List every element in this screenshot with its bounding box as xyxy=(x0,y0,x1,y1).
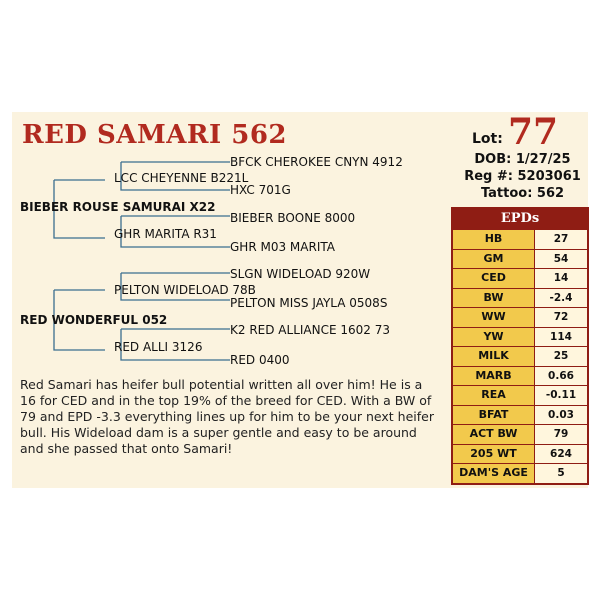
tattoo: Tattoo: 562 xyxy=(480,186,565,201)
epd-row xyxy=(453,250,587,269)
epd-trait: ACT BW xyxy=(453,425,535,444)
epd-row xyxy=(453,406,587,425)
pedigree-sire: BIEBER ROUSE SAMURAI X22 xyxy=(20,200,216,214)
epd-row xyxy=(453,464,587,483)
epd-trait: BFAT xyxy=(453,406,535,425)
dob: DOB: 1/27/25 xyxy=(474,152,571,167)
epd-value: -2.4 xyxy=(535,289,587,308)
epd-table xyxy=(451,207,589,485)
epd-trait: REA xyxy=(453,386,535,405)
epd-value: 14 xyxy=(535,269,587,288)
epd-value: 27 xyxy=(535,230,587,249)
pedigree-dam-dam: RED ALLI 3126 xyxy=(114,340,203,354)
pedigree-dam-dam-sire: K2 RED ALLIANCE 1602 73 xyxy=(230,323,390,337)
epd-row xyxy=(453,347,587,366)
epd-trait: DAM'S AGE xyxy=(453,464,535,483)
lot-label: Lot: xyxy=(472,131,503,147)
epd-row xyxy=(453,386,587,405)
epd-value: 624 xyxy=(535,445,587,464)
registration-number: Reg #: 5203061 xyxy=(464,169,581,184)
epd-value: 5 xyxy=(535,464,587,483)
epd-trait: 205 WT xyxy=(453,445,535,464)
epd-row xyxy=(453,445,587,464)
pedigree-sire-sire-sire: BFCK CHEROKEE CNYN 4912 xyxy=(230,155,403,169)
epd-value: 0.03 xyxy=(535,406,587,425)
pedigree-dam: RED WONDERFUL 052 xyxy=(20,313,168,327)
pedigree-dam-dam-dam: RED 0400 xyxy=(230,353,290,367)
pedigree-sire-dam-sire: BIEBER BOONE 8000 xyxy=(230,211,356,225)
epd-trait: YW xyxy=(453,328,535,347)
epd-row xyxy=(453,308,587,327)
lot-number: 77 xyxy=(508,111,559,153)
epd-trait: BW xyxy=(453,289,535,308)
epd-row xyxy=(453,425,587,444)
epd-value: 0.66 xyxy=(535,367,587,386)
epd-value: 54 xyxy=(535,250,587,269)
pedigree-sire-dam-dam: GHR M03 MARITA xyxy=(230,240,335,254)
pedigree-sire-dam: GHR MARITA R31 xyxy=(114,227,217,241)
epd-table-header: EPDs xyxy=(500,211,540,226)
epd-trait: MILK xyxy=(453,347,535,366)
pedigree-dam-sire: PELTON WIDELOAD 78B xyxy=(114,283,256,297)
pedigree-sire-sire: LCC CHEYENNE B221L xyxy=(114,171,249,185)
pedigree-sire-sire-dam: HXC 701G xyxy=(230,183,291,197)
pedigree-dam-sire-sire: SLGN WIDELOAD 920W xyxy=(230,267,371,281)
epd-value: -0.11 xyxy=(535,386,587,405)
epd-row xyxy=(453,328,587,347)
epd-row xyxy=(453,367,587,386)
epd-value: 72 xyxy=(535,308,587,327)
epd-trait: WW xyxy=(453,308,535,327)
epd-value: 25 xyxy=(535,347,587,366)
animal-name: RED SAMARI 562 xyxy=(22,120,288,150)
pedigree-dam-sire-dam: PELTON MISS JAYLA 0508S xyxy=(230,296,388,310)
epd-row xyxy=(453,269,587,288)
epd-value: 79 xyxy=(535,425,587,444)
epd-row xyxy=(453,230,587,249)
epd-rows xyxy=(453,230,587,483)
epd-value: 114 xyxy=(535,328,587,347)
epd-trait: MARB xyxy=(453,367,535,386)
epd-row xyxy=(453,289,587,308)
description: Red Samari has heifer bull potential written all over him! He is a 16 for CED and in the top 19% of the breed for CED. With a BW of 79 and EPD -3.3 everything lines up for him to be your next heifer bull. His Wideload dam is a super gentle and easy to be around and she passed that onto Samari! xyxy=(20,377,434,456)
epd-trait: GM xyxy=(453,250,535,269)
epd-trait: CED xyxy=(453,269,535,288)
epd-trait: HB xyxy=(453,230,535,249)
